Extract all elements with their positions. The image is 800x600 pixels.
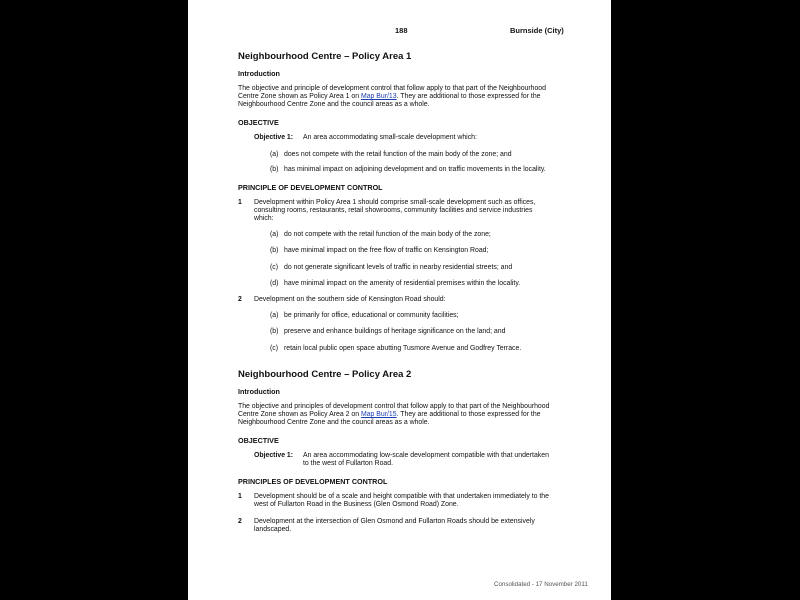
list-item: do not compete with the retail function of the main body of the zone; (284, 231, 491, 238)
list-item: preserve and enhance buildings of heritage significance on the land; and (284, 328, 506, 335)
list-label: (b) (270, 247, 279, 254)
pa1-intro-text: . They are additional to those expressed for the (396, 93, 541, 100)
pa2-objective-label: Objective 1: (254, 452, 294, 459)
pa1-objective-label: Objective 1: (254, 134, 294, 141)
map-bur-13-link[interactable]: Map Bur/13 (360, 93, 397, 100)
pa1-objective-heading: OBJECTIVE (238, 118, 279, 127)
list-label: (b) (270, 328, 279, 335)
principle-number: 2 (238, 518, 242, 525)
pa2-intro-line: The objective and principles of development control that follow apply to that part of the Neighbourhood (238, 403, 550, 410)
principle-number: 2 (238, 296, 242, 303)
list-label: (a) (270, 312, 279, 319)
principle-line: landscaped. (254, 526, 292, 533)
pa1-intro-line: The objective and principle of development control that follow apply to that part of the Neighbourhood (238, 85, 546, 92)
policy-area-2-title: Neighbourhood Centre – Policy Area 2 (238, 369, 412, 380)
principle-line: Development at the intersection of Glen Osmond and Fullarton Roads should be extensively (254, 518, 535, 525)
pa2-intro-heading: Introduction (238, 387, 280, 396)
principle-line: Development on the southern side of Kensington Road should: (254, 296, 446, 303)
list-label: (c) (270, 264, 279, 271)
list-label: (d) (270, 280, 279, 287)
pa2-objective-line: An area accommodating low-scale development compatible with that undertaken (303, 452, 549, 459)
principle-number: 1 (238, 493, 242, 500)
list-label: (c) (270, 345, 279, 352)
principle-line: consulting rooms, restaurants, retail showrooms, community facilities and service industries (254, 207, 533, 214)
principle-line: Development within Policy Area 1 should comprise small-scale development such as offices, (254, 199, 536, 206)
list-item: does not compete with the retail function of the main body of the zone; and (284, 151, 512, 158)
principle-number: 1 (238, 199, 242, 206)
list-label: (a) (270, 151, 279, 158)
pa2-intro-text: Centre Zone shown as Policy Area 2 on (238, 411, 361, 418)
pa1-intro-text: Centre Zone shown as Policy Area 1 on (238, 93, 361, 100)
pa2-intro-text: . They are additional to those expressed for the (396, 411, 541, 418)
policy-area-1-title: Neighbourhood Centre – Policy Area 1 (238, 51, 412, 62)
pa2-objective-heading: OBJECTIVE (238, 436, 279, 445)
list-item: have minimal impact on the amenity of residential premises within the locality. (284, 280, 521, 287)
list-item: has minimal impact on adjoining development and on traffic movements in the locality. (284, 166, 546, 173)
list-item: be primarily for office, educational or community facilities; (284, 312, 459, 319)
list-item: retain local public open space abutting Tusmore Avenue and Godfrey Terrace. (284, 345, 522, 352)
page-number: 188 (395, 26, 408, 35)
pa1-intro-line: Neighbourhood Centre Zone and the council areas as a whole. (238, 101, 430, 108)
pa1-intro-heading: Introduction (238, 69, 280, 78)
pa2-objective-line: to the west of Fullarton Road. (303, 460, 394, 467)
document-page (188, 0, 611, 600)
principle-line: Development should be of a scale and height compatible with that undertaken immediately to the (254, 493, 549, 500)
list-item: do not generate significant levels of traffic in nearby residential streets; and (284, 264, 513, 271)
council-name: Burnside (City) (510, 26, 564, 35)
list-label: (b) (270, 166, 279, 173)
pa2-intro-line: Neighbourhood Centre Zone and the council areas as a whole. (238, 419, 430, 426)
list-label: (a) (270, 231, 279, 238)
principle-line: west of Fullarton Road in the Business (Glen Osmond Road) Zone. (254, 501, 459, 508)
pa2-pdc-heading: PRINCIPLES OF DEVELOPMENT CONTROL (238, 477, 388, 486)
list-item: have minimal impact on the free flow of traffic on Kensington Road; (284, 247, 489, 254)
map-bur-15-link[interactable]: Map Bur/15 (360, 411, 397, 418)
consolidated-date: Consolidated - 17 November 2011 (494, 581, 588, 588)
principle-line: which: (254, 215, 274, 222)
pa1-objective-text: An area accommodating small-scale development which: (303, 134, 477, 141)
pa1-pdc-heading: PRINCIPLE OF DEVELOPMENT CONTROL (238, 183, 383, 192)
